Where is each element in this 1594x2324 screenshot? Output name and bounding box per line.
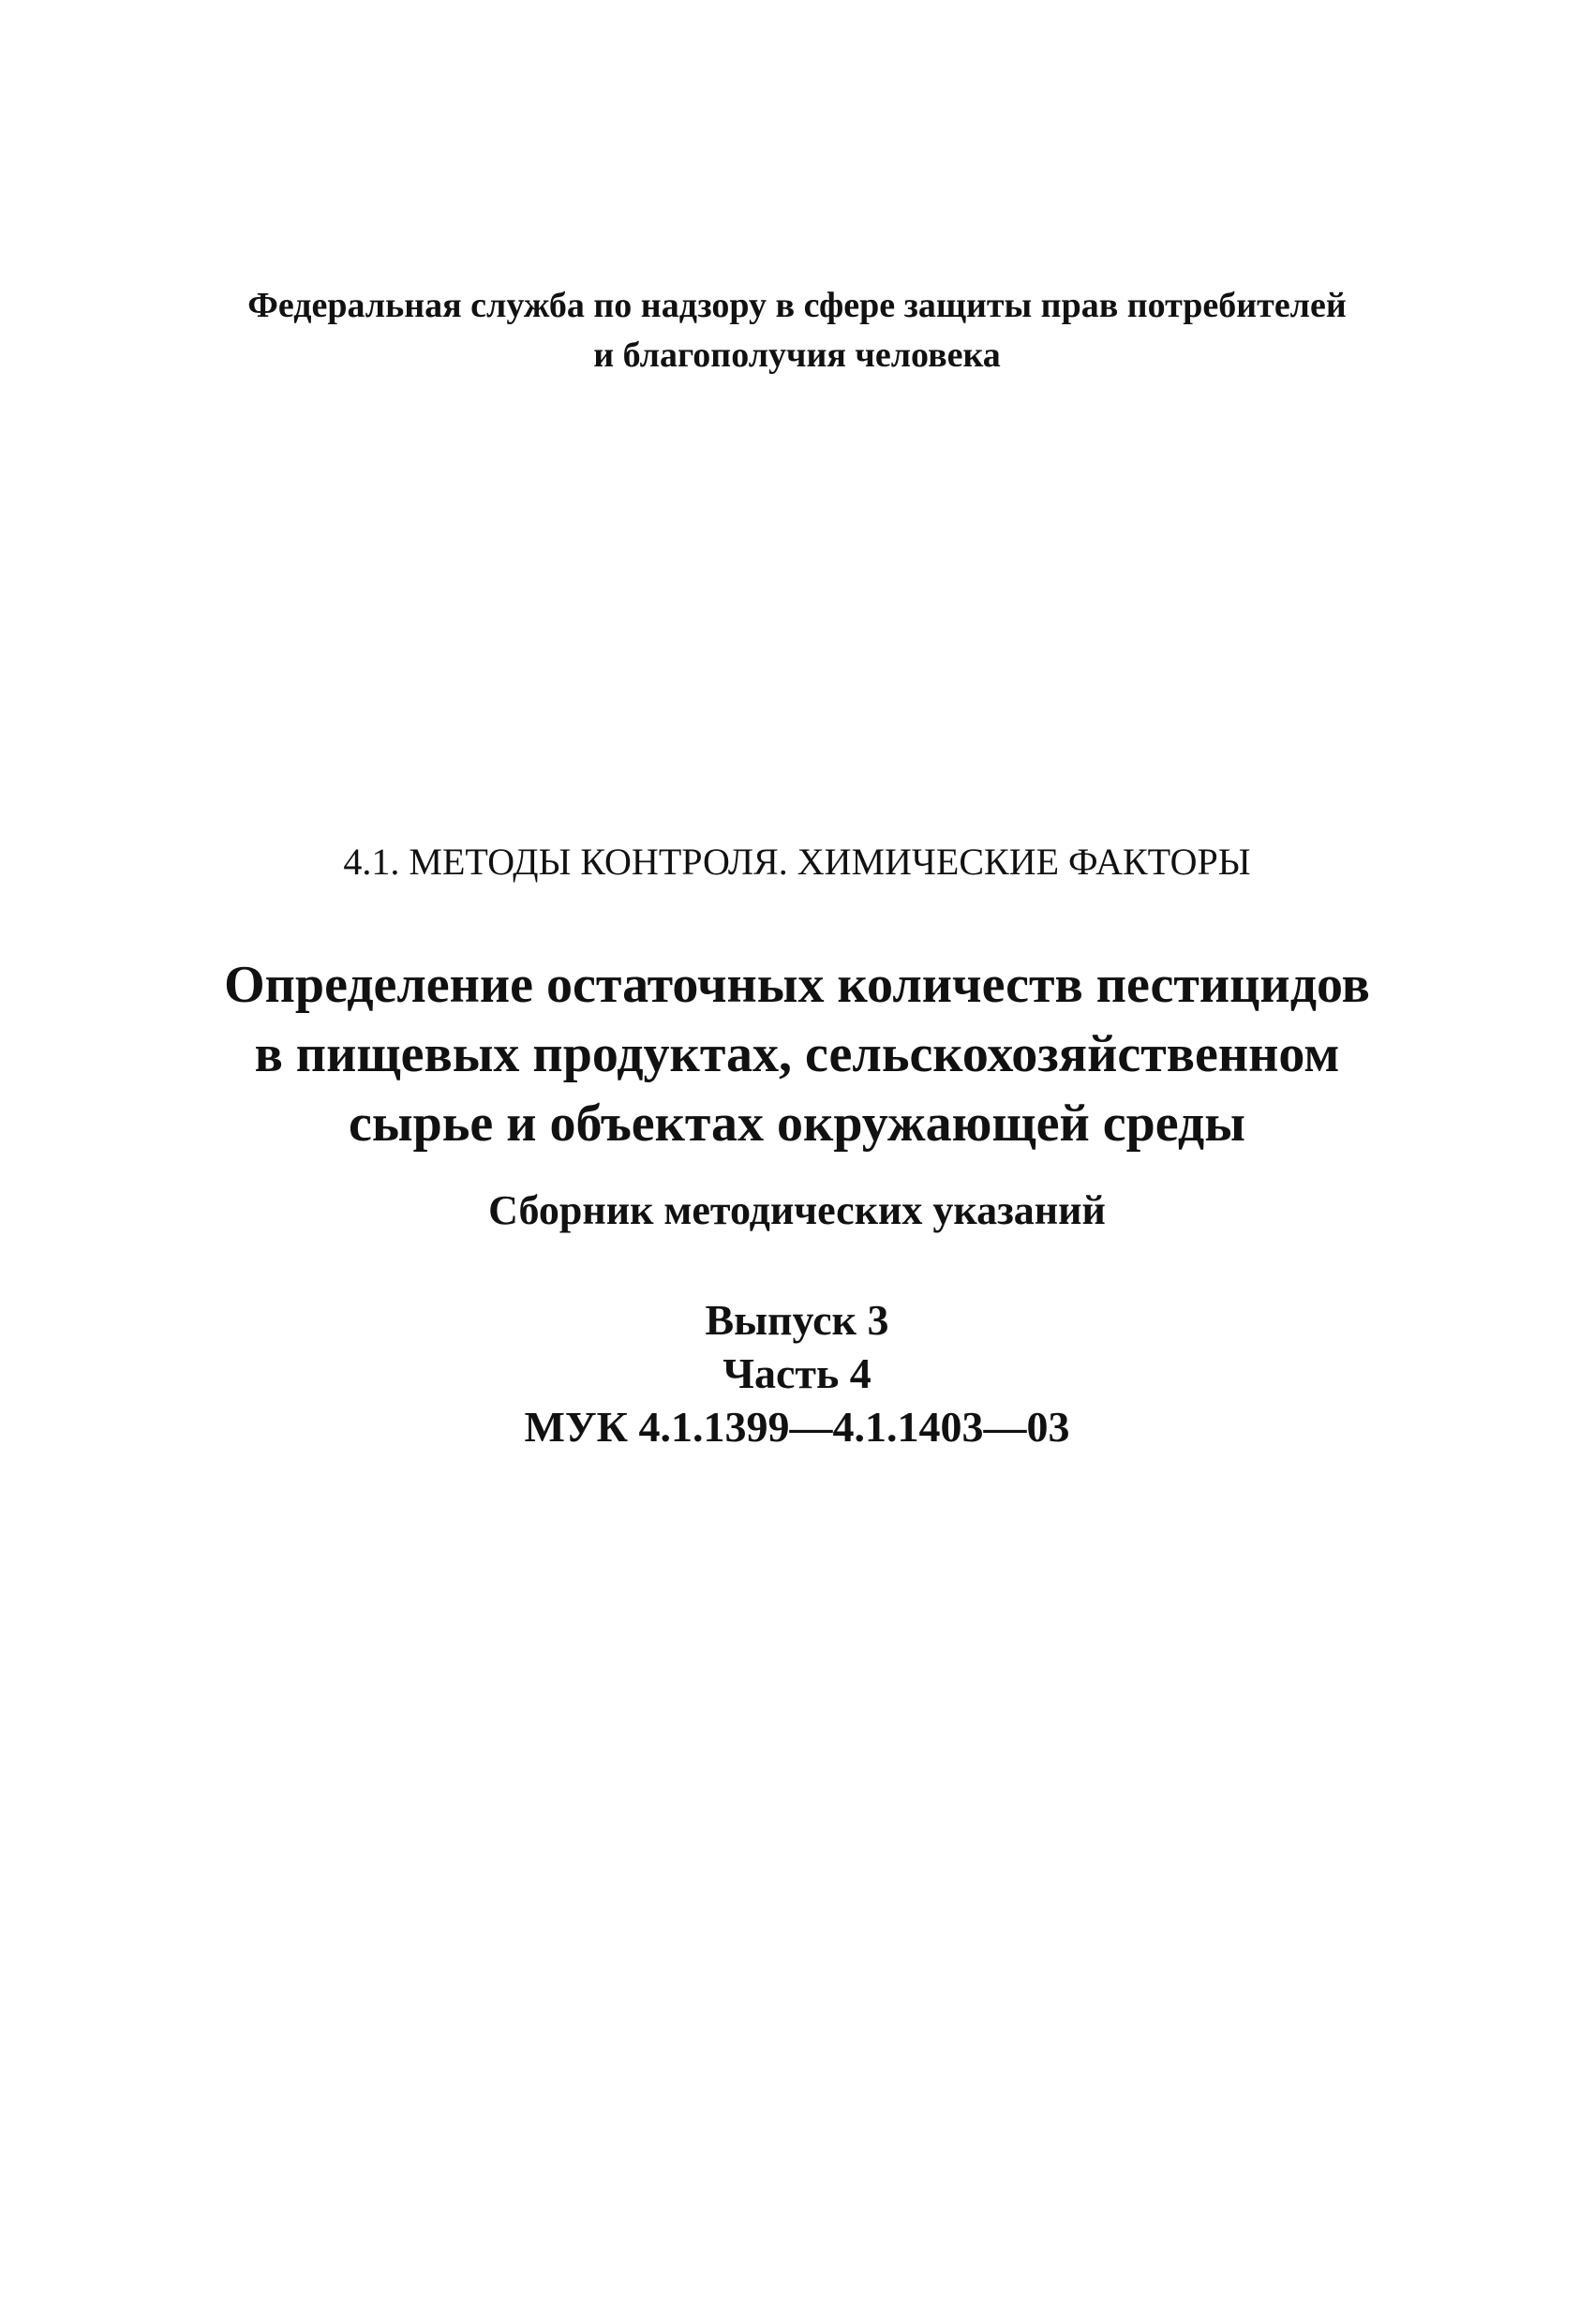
title-line-1: Определение остаточных количеств пестицидов [224, 956, 1370, 1014]
issue-number: Выпуск 3 [705, 1296, 889, 1344]
title-line-3: сырье и объектах окружающей среды [349, 1095, 1245, 1153]
agency-line-1: Федеральная служба по надзору в сфере защиты прав потребителей [247, 286, 1347, 325]
document-code: МУК 4.1.1399—4.1.1403—03 [524, 1403, 1070, 1451]
title-line-2: в пищевых продуктах, сельскохозяйственном [254, 1025, 1340, 1083]
part-number: Часть 4 [723, 1349, 871, 1397]
agency-header [0, 281, 1594, 380]
agency-line-2: и благополучия человека [593, 335, 1001, 375]
document-title [0, 950, 1594, 1158]
series-title-text: 4.1. МЕТОДЫ КОНТРОЛЯ. ХИМИЧЕСКИЕ ФАКТОРЫ [343, 841, 1251, 883]
issue-info [0, 1293, 1594, 1453]
series-title [0, 836, 1594, 888]
subtitle-text: Сборник методических указаний [488, 1187, 1106, 1233]
document-subtitle [0, 1183, 1594, 1239]
